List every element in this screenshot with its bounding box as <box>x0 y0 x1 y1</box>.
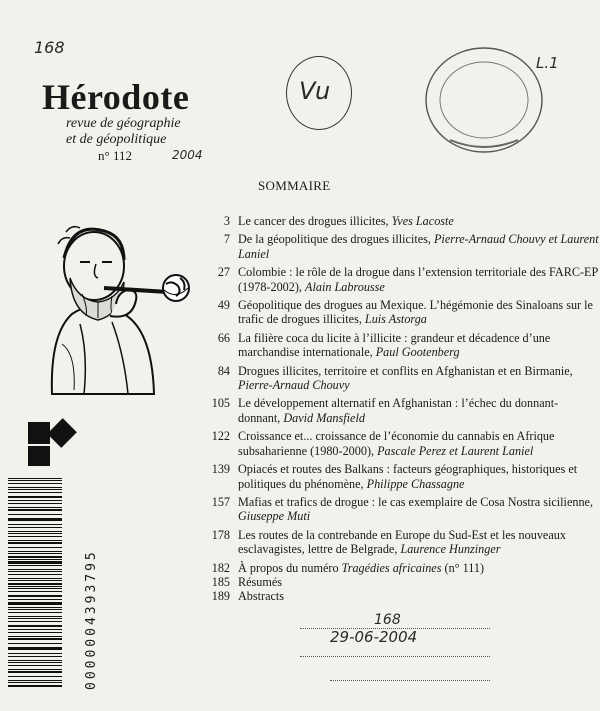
toc-title-text: Mafias et trafics de drogue : le cas exemplaire de Cosa Nostra sicilienne, <box>238 494 593 509</box>
barcode-bar <box>8 612 62 613</box>
barcode-bar <box>8 660 62 661</box>
toc-page-number: 182 <box>211 560 230 575</box>
library-logo <box>22 416 78 472</box>
toc-author: Yves Lacoste <box>391 214 454 228</box>
toc-author: Pierre-Arnaud Chouvy <box>238 378 350 393</box>
toc-page-number: 3 <box>223 214 230 228</box>
barcode-bar <box>8 588 62 589</box>
barcode-bar <box>8 599 62 600</box>
issue-number: n° 112 <box>98 148 132 163</box>
toc-author: Paul Gootenberg <box>375 345 460 360</box>
toc-author: Pascale Perez et Laurent Laniel <box>377 443 534 458</box>
barcode-bar <box>8 507 62 508</box>
barcode-bar <box>8 636 62 637</box>
barcode <box>8 476 70 690</box>
barcode-bar <box>8 676 62 677</box>
toc-author: Pierre-Arnaud Chouvy et Laurent Laniel <box>238 232 599 261</box>
barcode-bar <box>8 533 62 534</box>
handwritten-year: 2004 <box>172 148 203 162</box>
barcode-bar <box>8 643 62 644</box>
toc-entry <box>200 232 600 261</box>
toc-entry <box>200 429 600 458</box>
table-of-contents <box>200 214 600 608</box>
barcode-bar <box>8 542 62 544</box>
toc-title <box>238 561 600 575</box>
barcode-bar <box>8 500 62 501</box>
toc-page-number: 66 <box>217 330 230 345</box>
barcode-bar <box>8 586 62 587</box>
toc-page-number: 84 <box>217 363 230 378</box>
barcode-bar <box>8 616 62 617</box>
toc-issue-title: Tragédies africaines <box>341 560 442 575</box>
barcode-bar <box>8 638 62 640</box>
barcode-bar <box>8 591 62 592</box>
toc-title <box>238 462 600 491</box>
barcode-bar <box>8 561 62 564</box>
barcode-bar <box>8 580 62 581</box>
toc-entry <box>200 331 600 360</box>
toc-title <box>238 495 600 524</box>
toc-author: Philippe Chassagne <box>366 476 465 491</box>
toc-title <box>238 232 600 261</box>
toc-page-number: 185 <box>211 574 230 589</box>
toc-entry <box>200 214 600 228</box>
registration-number: 168 <box>374 612 401 628</box>
contents-heading: SOMMAIRE <box>258 178 331 193</box>
barcode-bar <box>8 559 62 560</box>
barcode-bar <box>8 609 62 610</box>
barcode-bar <box>8 524 62 525</box>
handwritten-shelf-mark: L.1 <box>536 54 559 72</box>
barcode-bar <box>8 503 62 504</box>
toc-page-number: 27 <box>217 265 230 280</box>
toc-title-text: De la géopolitique des drogues illicites, <box>238 232 434 247</box>
toc-title-text: À propos du numéro <box>238 560 342 575</box>
registration-line <box>330 680 490 681</box>
barcode-bar <box>8 536 62 537</box>
barcode-bar <box>8 571 62 572</box>
toc-entry <box>200 298 600 327</box>
barcode-bar <box>8 569 62 570</box>
toc-page-number: 49 <box>217 298 230 313</box>
toc-page-number: 178 <box>211 527 230 542</box>
barcode-bar <box>8 685 62 687</box>
toc-title-text: La filière coca du licite à l’illicite : grandeur et décadence d’une marchandise internationale, <box>238 330 551 360</box>
barcode-bar <box>8 574 62 575</box>
barcode-bar <box>8 671 62 673</box>
barcode-bar <box>8 583 62 585</box>
barcode-bar <box>8 487 62 488</box>
barcode-bar <box>8 531 62 532</box>
toc-title-text: Opiacés et routes des Balkans : facteurs géographiques, historiques et politiques du phénomène, <box>238 462 578 491</box>
toc-author: Giuseppe Muti <box>238 509 311 524</box>
barcode-bar <box>8 682 62 683</box>
barcode-bar <box>8 480 62 481</box>
barcode-bar <box>8 551 62 552</box>
toc-entry <box>200 364 600 393</box>
handwritten-number: 168 <box>34 38 65 57</box>
barcode-bar <box>8 509 62 511</box>
barcode-bar <box>8 647 62 650</box>
toc-title-text: Géopolitique des drogues au Mexique. L’hégémonie des Sinaloans sur le trafic de drogues illicites, <box>238 298 593 327</box>
toc-title <box>238 429 600 458</box>
barcode-bar <box>8 680 62 681</box>
barcode-number: 0000004393795 <box>84 549 99 690</box>
barcode-bar <box>8 656 62 657</box>
philosopher-illustration <box>32 204 204 396</box>
library-stamp <box>420 42 548 162</box>
barcode-bar <box>8 618 62 619</box>
subtitle-line: et de géopolitique <box>66 132 167 147</box>
barcode-bar <box>8 492 62 493</box>
toc-title-text: Croissance et... croissance de l’économie du cannabis en Afrique subsaharienne (1980-2000), <box>238 429 555 458</box>
barcode-bar <box>8 625 62 627</box>
toc-title-text: Le cancer des drogues illicites, <box>238 214 392 228</box>
toc-author: Alain Labrousse <box>305 279 385 294</box>
barcode-bar <box>8 669 62 670</box>
toc-title <box>238 298 600 327</box>
vu-stamp <box>286 56 352 130</box>
toc-author: Luis Astorga <box>364 312 427 327</box>
toc-title-tail: (n° 111) <box>441 560 485 575</box>
barcode-bar <box>8 653 62 654</box>
toc-page-number: 189 <box>211 589 230 604</box>
toc-entry <box>200 528 600 557</box>
barcode-bar <box>8 602 62 605</box>
toc-title <box>238 396 600 425</box>
barcode-bar <box>8 621 62 622</box>
toc-entry <box>200 396 600 425</box>
barcode-bar <box>8 632 62 633</box>
barcode-bar <box>8 578 62 579</box>
barcode-bar <box>8 483 62 484</box>
toc-entry <box>200 462 600 491</box>
toc-title <box>238 331 600 360</box>
barcode-bar <box>8 607 62 608</box>
barcode-bar <box>8 527 62 528</box>
barcode-bar <box>8 518 62 521</box>
barcode-bar <box>8 547 62 548</box>
barcode-bar <box>8 478 62 479</box>
barcode-bar <box>8 629 62 630</box>
toc-page-number: 139 <box>211 462 230 477</box>
registration-date: 29-06-2004 <box>330 628 418 646</box>
toc-title <box>238 364 600 393</box>
toc-entry <box>200 561 600 575</box>
barcode-bar <box>8 565 62 566</box>
toc-title <box>238 265 600 294</box>
journal-title: Hérodote <box>42 77 190 117</box>
toc-author: David Mansfield <box>283 410 365 425</box>
toc-title <box>238 214 600 228</box>
barcode-bar <box>8 489 62 490</box>
registration-line <box>300 656 490 657</box>
barcode-bar <box>8 496 62 498</box>
barcode-bar <box>8 662 62 663</box>
toc-page-number: 7 <box>223 232 230 247</box>
barcode-bar <box>8 540 62 541</box>
toc-entry <box>200 589 600 603</box>
barcode-bar <box>8 595 62 597</box>
toc-title-text: Colombie : le rôle de la drogue dans l’extension territoriale des FARC-EP (1978-2002), <box>238 265 598 294</box>
toc-entry <box>200 495 600 524</box>
toc-title-text: Le développement alternatif en Afghanistan : l’échec du donnant-donnant, <box>238 396 559 425</box>
subtitle-line: revue de géographie <box>66 116 181 131</box>
toc-page-number: 105 <box>211 396 230 411</box>
barcode-label <box>8 416 99 696</box>
toc-title: Abstracts <box>238 589 285 604</box>
toc-entry <box>200 575 600 589</box>
toc-title: Résumés <box>238 574 283 589</box>
toc-author: Laurence Hunzinger <box>400 542 501 557</box>
barcode-bar <box>8 556 62 558</box>
barcode-bar <box>8 553 62 554</box>
barcode-bar <box>8 665 62 666</box>
toc-title-text: Les routes de la contrebande en Europe du Sud-Est et les nouveaux esclavagistes, lettre de Belgrade, <box>238 527 566 557</box>
barcode-bar <box>8 514 62 515</box>
toc-page-number: 122 <box>211 429 230 444</box>
toc-title <box>238 528 600 557</box>
toc-page-number: 157 <box>211 494 230 509</box>
toc-title-text: Drogues illicites, territoire et conflits en Afghanistan et en Birmanie, <box>238 363 573 378</box>
toc-entry <box>200 265 600 294</box>
journal-subtitle <box>66 116 181 148</box>
vu-stamp-text: Vu <box>299 77 331 105</box>
